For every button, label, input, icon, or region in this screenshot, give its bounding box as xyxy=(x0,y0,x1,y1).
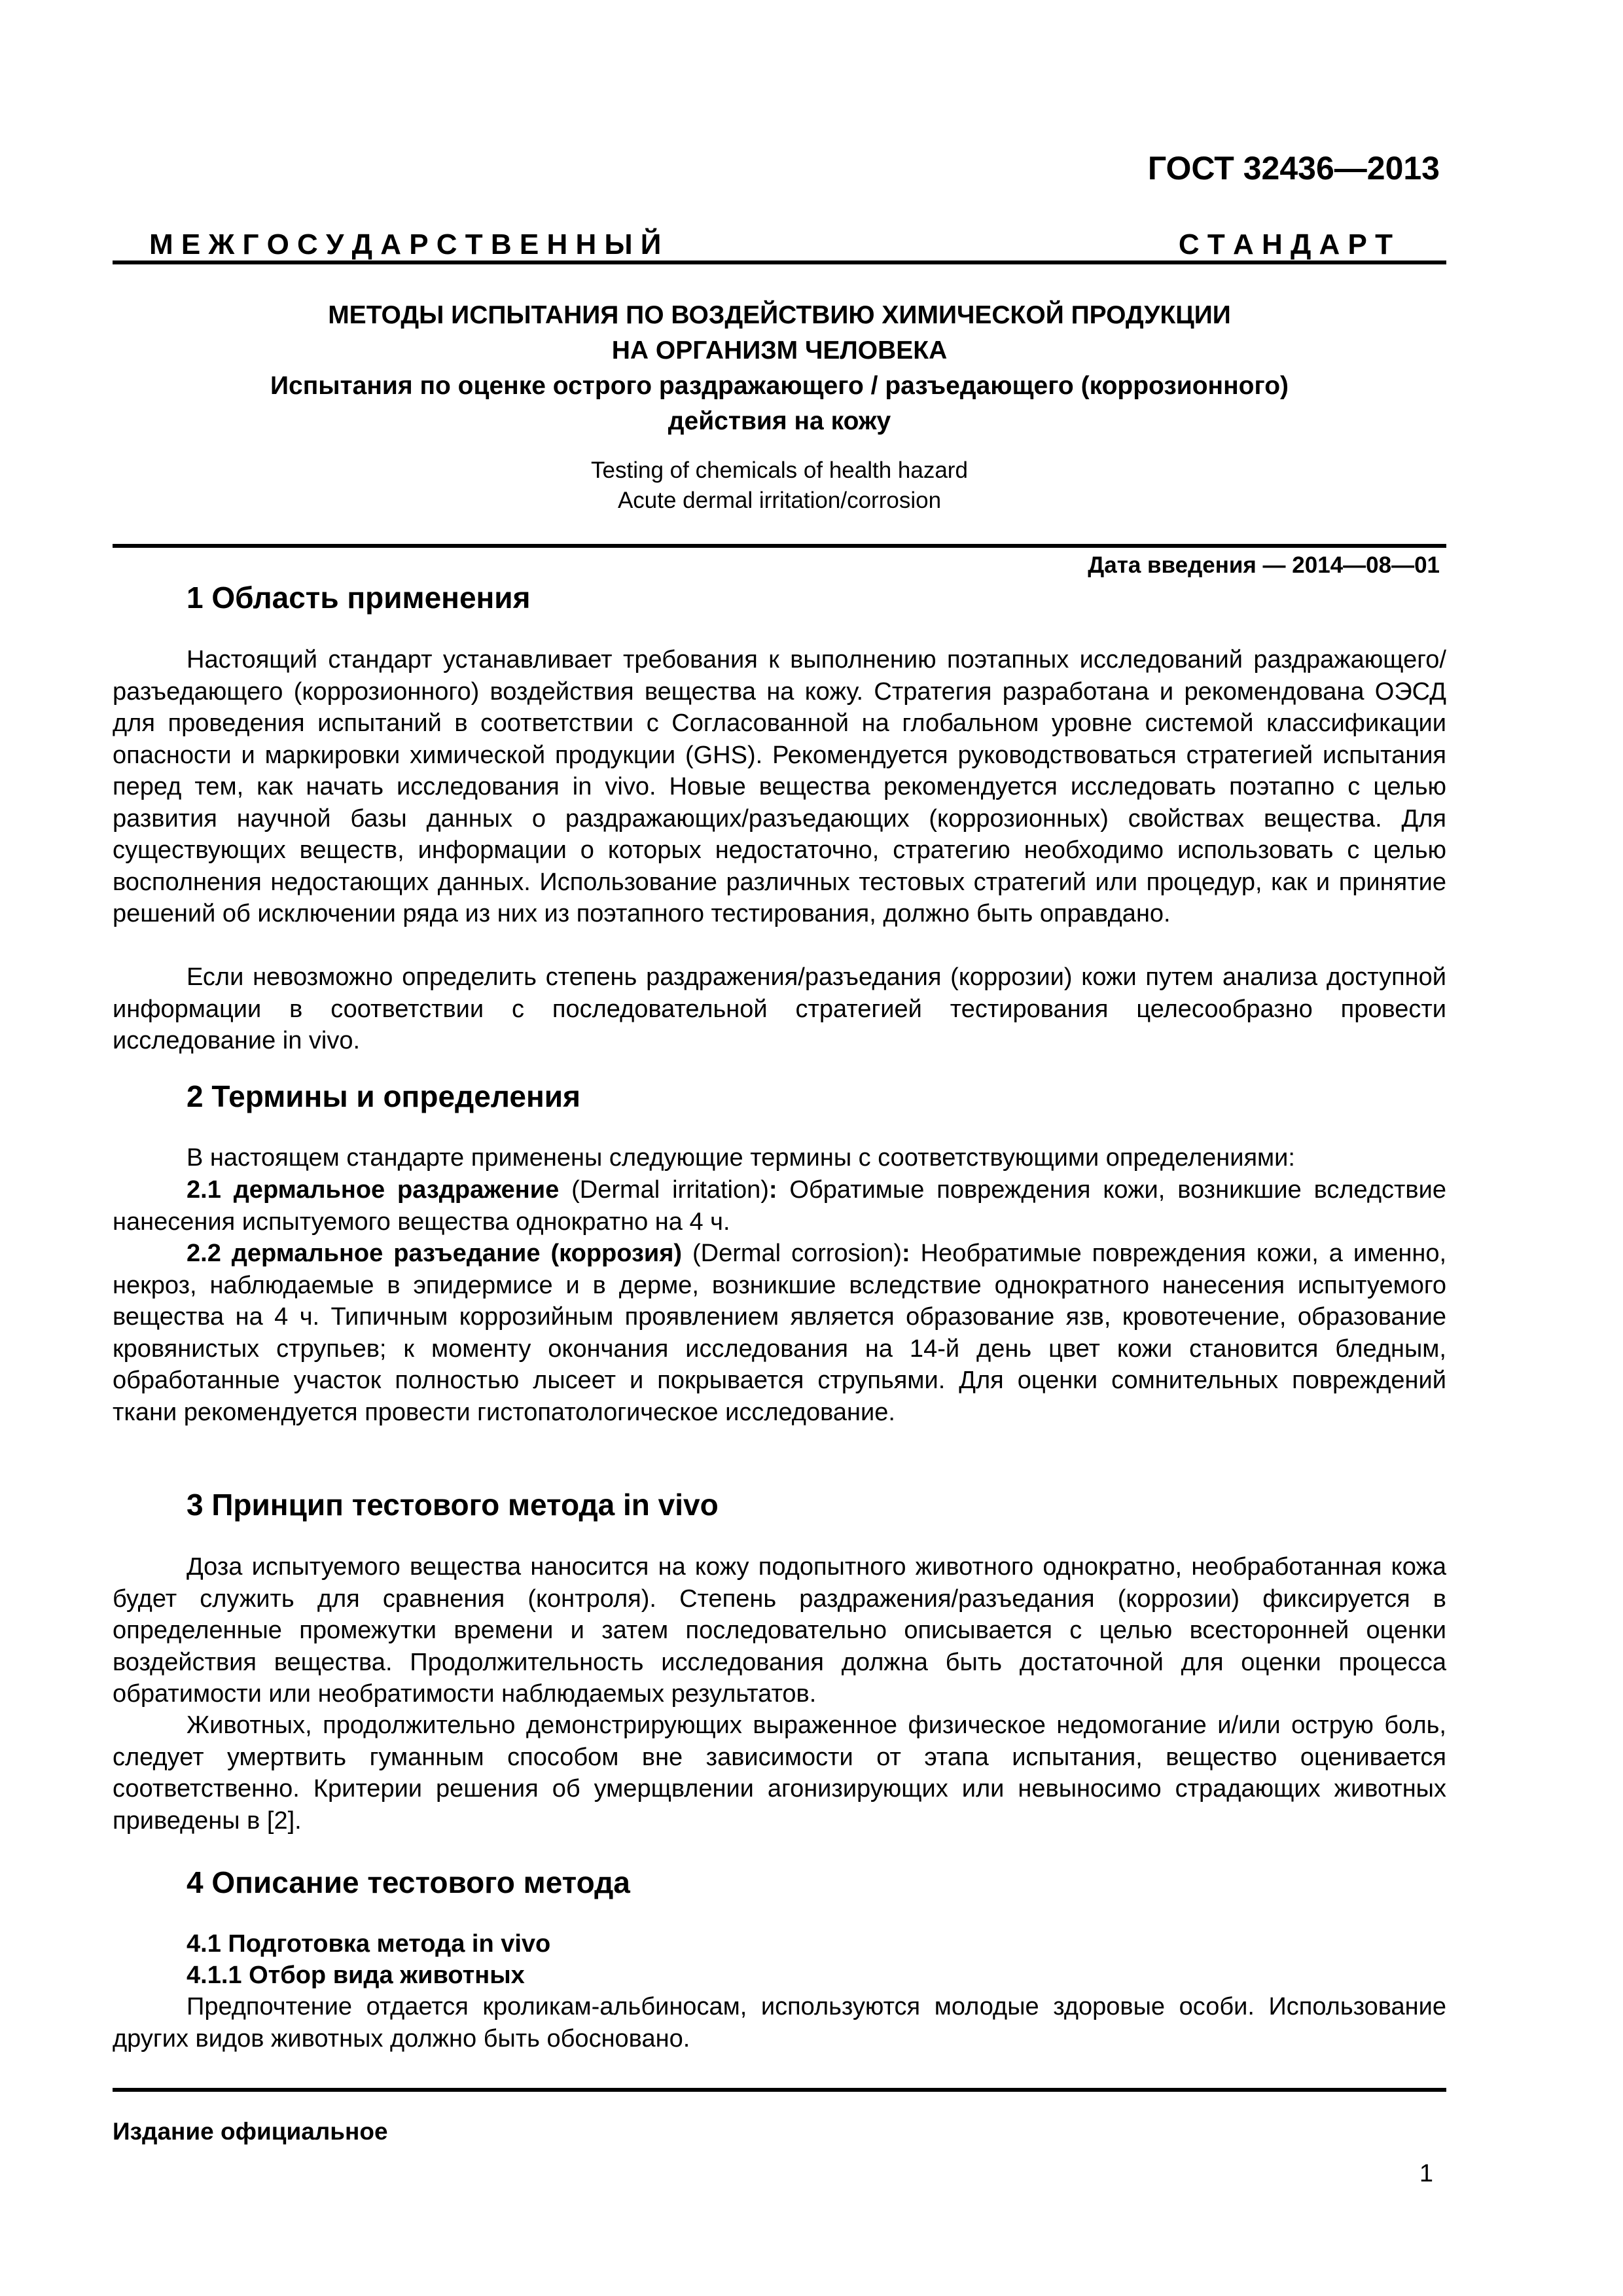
term-2-2-definition: Необратимые повреждения кожи, а именно, некроз, наблюдаемые в эпидермисе и в дерме, возникшие вследствие однократного нанесения испытуемого вещества на 4 ч. Типичным коррозийным проявлением является образование язв, кровотечение, образование кровянистых струпьев; к моменту окончания исследования на 14-й день цвет кожи становится бледным, обработанные участок полностью лысеет и покрывается струпьями. Для оценки сомнительных повреждений ткани рекомендуется провести гистопатологическое исследование. xyxy=(113,1240,1447,1426)
title-line-3: Испытания по оценке острого раздражающего / разъедающего (коррозионного) xyxy=(270,372,1289,400)
subsection-4-1-1-heading: 4.1.1 Отбор вида животных xyxy=(187,1962,525,1989)
subsection-4-1-heading: 4.1 Подготовка метода in vivo xyxy=(187,1930,551,1958)
section-3-paragraph-1: Доза испытуемого вещества наносится на кожу подопытного животного однократно, необработанная кожа будет служить для сравнения (контроля). Степень раздражения/разъедания (коррозии) фиксируется в определенные промежутки времени и затем последовательно описывается с целью всесторонней оценки воздействия вещества. Продолжительность исследования должна быть достаточной для оценки процесса обратимости или необратимости наблюдаемых результатов. xyxy=(113,1553,1446,1708)
english-title-line-2: Acute dermal irritation/corrosion xyxy=(617,488,942,513)
standard-type-heading xyxy=(149,230,1393,259)
term-2-1-definition: Обратимые повреждения кожи, возникшие вследствие нанесения испытуемого вещества однократно на 4 ч. xyxy=(113,1176,1446,1236)
header-rule xyxy=(113,260,1446,264)
section-2-heading: 2 Термины и определения xyxy=(187,1079,580,1113)
document-number: ГОСТ 32436—2013 xyxy=(1147,150,1440,187)
section-1-paragraph-1: Настоящий стандарт устанавливает требования к выполнению поэтапных исследований раздражающего/разъедающего (коррозионного) воздействия вещества на кожу. Стратегия разработана и рекомендована ОЭСД для проведения испытаний в соответствии с Согласованной на глобальном уровне системой классификации опасности и маркировки химической продукции (GHS). Рекомендуется руководствоваться стратегией испытания перед тем, как начать исследования in vivo. Новые вещества рекомендуется исследовать поэтапно с целью развития научной базы данных о раздражающих/разъедающих (коррозионных) свойствах вещества. Для существующих веществ, информации о которых недостаточно, стратегию необходимо использовать с целью восполнения недостающих данных. Использование различных тестовых стратегий или процедур, как и принятие решений об исключении ряда из них из поэтапного тестирования, должно быть оправдано. xyxy=(113,646,1446,927)
section-2-intro: В настоящем стандарте применены следующие термины с соответствующими определениями: xyxy=(187,1144,1295,1172)
page-number: 1 xyxy=(1419,2160,1433,2187)
title-line-1: МЕТОДЫ ИСПЫТАНИЯ ПО ВОЗДЕЙСТВИЮ ХИМИЧЕСКОЙ ПРОДУКЦИИ xyxy=(328,301,1231,329)
english-title-line-1: Testing of chemicals of health hazard xyxy=(591,457,968,483)
title-rule xyxy=(113,544,1446,548)
term-2-1-name: 2.1 дермальное раздражение xyxy=(187,1176,560,1204)
footer-rule xyxy=(113,2088,1446,2092)
term-2-1 xyxy=(113,1174,1446,1238)
section-3-paragraph-2: Животных, продолжительно демонстрирующих выраженное физическое недомогание и/или острую боль, следует умертвить гуманным способом вне зависимости от этапа испытания, вещество оценивается соответственно. Критерии решения об умерщвлении агонизирующих или невыносимо страдающих животных приведены в [2]. xyxy=(113,1712,1446,1835)
edition-label: Издание официальное xyxy=(113,2118,388,2145)
section-4-paragraph-1: Предпочтение отдается кроликам-альбиносам, используются молодые здоровые особи. Использование других видов животных должно быть обосновано. xyxy=(113,1993,1446,2053)
term-2-1-english: (Dermal irritation) xyxy=(559,1176,769,1204)
term-2-1-colon: : xyxy=(768,1176,777,1204)
title-line-4: действия на кожу xyxy=(668,407,891,435)
section-1-paragraph-2: Если невозможно определить степень раздражения/разъедания (коррозии) кожи путем анализа доступной информации в соответствии с последовательной стратегией тестирования целесообразно провести исследование in vivo. xyxy=(113,963,1446,1054)
standard-type-word-2: С Т А Н Д А Р Т xyxy=(1178,228,1393,260)
term-2-2-colon: : xyxy=(902,1240,910,1267)
section-4-heading: 4 Описание тестового метода xyxy=(187,1865,630,1899)
term-2-2 xyxy=(113,1238,1446,1428)
standard-type-word-1: М Е Ж Г О С У Д А Р С Т В Е Н Н Ы Й xyxy=(149,228,662,260)
document-title xyxy=(113,298,1446,439)
english-title xyxy=(113,456,1446,516)
introduction-date: Дата введения — 2014—08—01 xyxy=(1088,552,1440,578)
section-3-heading: 3 Принцип тестового метода in vivo xyxy=(187,1488,719,1522)
title-line-2: НА ОРГАНИЗМ ЧЕЛОВЕКА xyxy=(611,336,948,365)
term-2-2-name: 2.2 дермальное разъедание (коррозия) xyxy=(187,1240,683,1267)
term-2-2-english: (Dermal corrosion) xyxy=(682,1240,902,1267)
section-1-heading: 1 Область применения xyxy=(187,581,531,615)
